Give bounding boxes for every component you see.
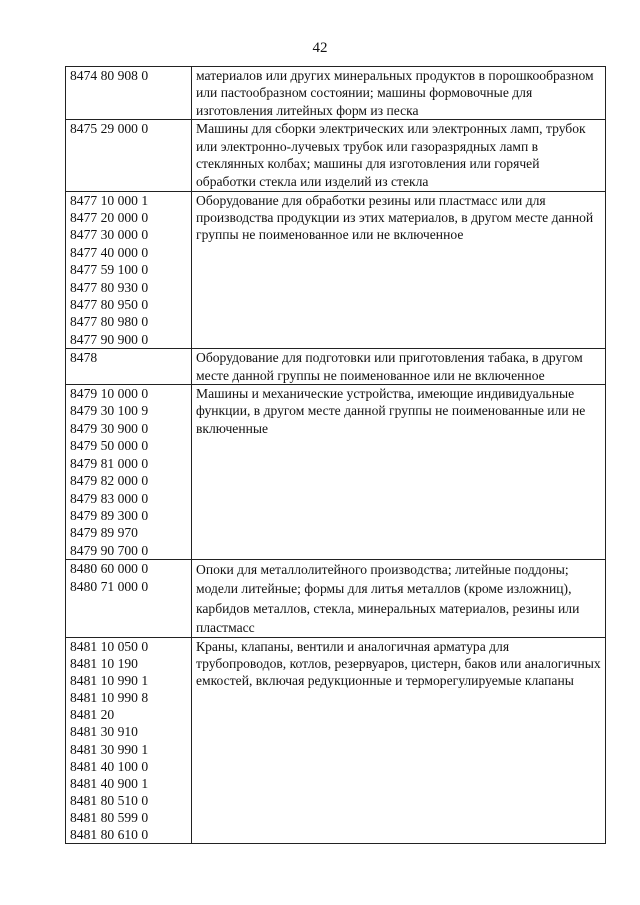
tariff-code: 8481 30 910: [70, 724, 138, 740]
tariff-code: 8481 80 599 0: [70, 809, 149, 825]
tariff-code: 8477 80 980 0: [70, 314, 149, 330]
table-row: [66, 385, 606, 560]
tariff-code: 8477 40 000 0: [70, 244, 149, 260]
description-cell: Машины для сборки электрических или электронных ламп, трубок или электронно-лучевых трубок или газоразрядных ламп в стеклянных колбах; машины для изготовления или горячей обработки стекла или изделий из стекла: [192, 120, 606, 191]
tariff-code: 8479 50 000 0: [70, 438, 149, 454]
table-row: [66, 67, 606, 120]
code-cell: [66, 560, 192, 638]
tariff-code: 8479 90 700 0: [70, 542, 149, 558]
tariff-code: 8481 10 190: [70, 656, 138, 672]
tariff-code: 8479 81 000 0: [70, 455, 149, 471]
tariff-code: 8477 80 930 0: [70, 279, 149, 295]
tariff-code: 8479 30 900 0: [70, 420, 149, 436]
code-cell: [66, 67, 192, 120]
table-row: [66, 637, 606, 843]
tariff-code: 8477 59 100 0: [70, 262, 149, 278]
tariff-code: 8475 29 000 0: [70, 121, 149, 137]
tariff-code: 8477 20 000 0: [70, 210, 149, 225]
tariff-code: 8481 20: [70, 707, 115, 723]
tariff-code: 8477 80 950 0: [70, 297, 149, 313]
table-row: [66, 560, 606, 638]
description-cell: материалов или других минеральных продуктов в порошкообразном или пастообразном состоянии; машины формовочные для изготовления литейных форм из песка: [192, 67, 606, 120]
tariff-code: 8480 71 000 0: [70, 578, 149, 594]
tariff-code: 8477 10 000 1: [70, 192, 149, 208]
tariff-code: 8481 10 050 0: [70, 638, 149, 654]
tariff-code: 8474 80 908 0: [70, 68, 149, 83]
description-cell: Машины и механические устройства, имеющие индивидуальные функции, в другом месте данной группы не поименованные или не включенные: [192, 385, 606, 560]
tariff-code: 8478: [70, 350, 98, 366]
tariff-code: 8479 30 100 9: [70, 403, 149, 419]
tariff-code: 8479 10 000 0: [70, 386, 149, 402]
code-cell: [66, 349, 192, 385]
tariff-code: 8477 30 000 0: [70, 227, 149, 243]
tariff-code: 8481 80 610 0: [70, 826, 149, 842]
tariff-code: 8481 10 990 1: [70, 673, 149, 689]
tariff-code: 8481 40 100 0: [70, 758, 149, 774]
table-row: [66, 120, 606, 191]
tariff-code: 8479 82 000 0: [70, 473, 149, 489]
tariff-code: 8477 90 900 0: [70, 331, 149, 347]
tariff-code: 8479 89 300 0: [70, 507, 149, 523]
description-cell: Краны, клапаны, вентили и аналогичная арматура для трубопроводов, котлов, резервуаров, цистерн, баков или аналогичных емкостей, включая редукционные и терморегулируемые клапаны: [192, 637, 606, 843]
tariff-code: 8481 30 990 1: [70, 741, 149, 757]
page-number: 42: [312, 40, 328, 56]
code-cell: [66, 120, 192, 191]
table-row: [66, 191, 606, 349]
tariff-code: 8481 40 900 1: [70, 775, 149, 791]
description-cell: Оборудование для обработки резины или пластмасс или для производства продукции из этих материалов, в другом месте данной группы не поименованное или не включенное: [192, 191, 606, 349]
tariff-code: 8481 10 990 8: [70, 690, 149, 706]
description-cell: Опоки для металлолитейного производства; литейные поддоны; модели литейные; формы для литья металлов (кроме изложниц), карбидов металлов, стекла, минеральных материалов, резины или пластмасс: [192, 560, 606, 638]
tariff-code-table: [65, 66, 606, 844]
table-row: [66, 349, 606, 385]
code-cell: [66, 191, 192, 349]
tariff-code: 8481 80 510 0: [70, 792, 149, 808]
tariff-code: 8479 89 970: [70, 525, 138, 541]
code-cell: [66, 385, 192, 560]
code-cell: [66, 637, 192, 843]
tariff-code: 8479 83 000 0: [70, 490, 149, 506]
description-cell: Оборудование для подготовки или приготовления табака, в другом месте данной группы не поименованное или не включенное: [192, 349, 606, 385]
tariff-code: 8480 60 000 0: [70, 561, 149, 577]
